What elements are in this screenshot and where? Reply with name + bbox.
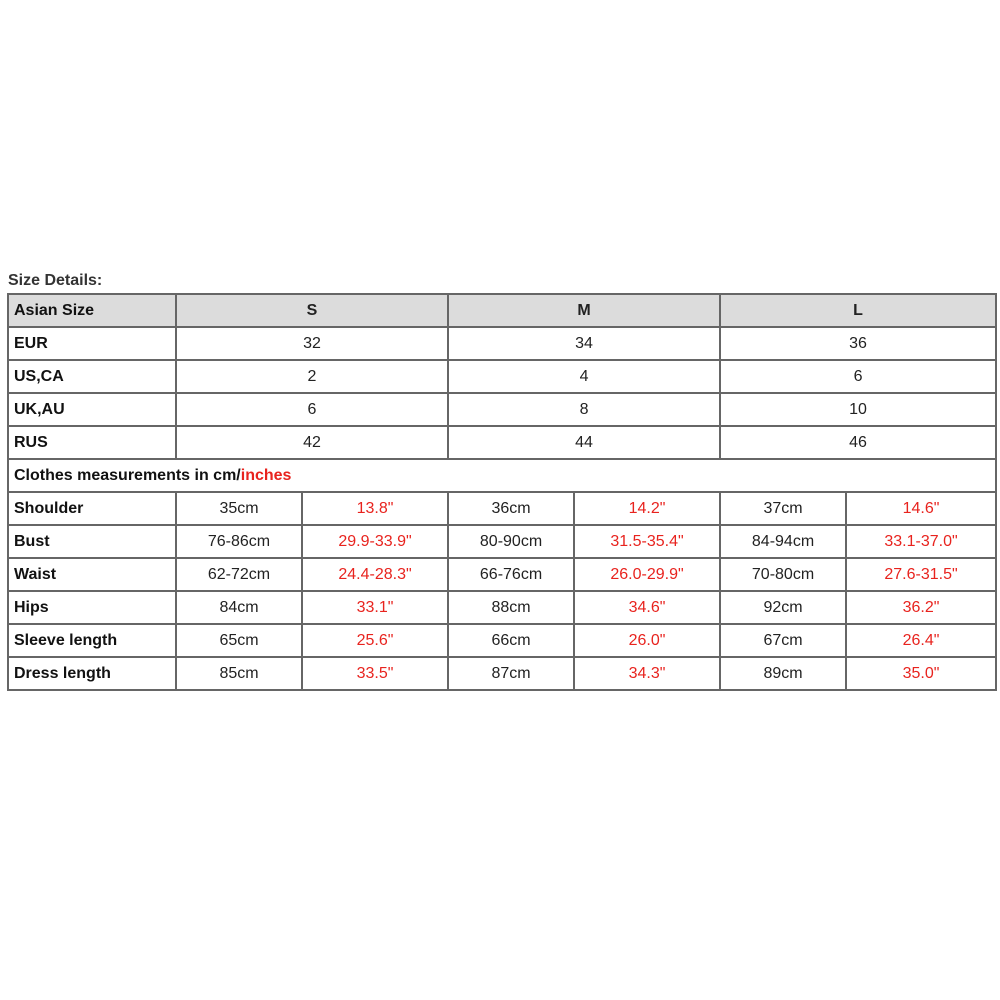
conversion-row-rus: [8, 426, 996, 459]
size-m-header: M: [448, 294, 720, 327]
row-label: Sleeve length: [8, 624, 176, 657]
size-value: 8: [448, 393, 720, 426]
measurement-row-shoulder: [8, 492, 996, 525]
inch-value: 27.6-31.5": [846, 558, 996, 591]
inch-value: 36.2": [846, 591, 996, 624]
cm-value: 84cm: [176, 591, 302, 624]
measurement-heading-inches: inches: [240, 466, 292, 484]
row-label: Hips: [8, 591, 176, 624]
size-value: 6: [176, 393, 448, 426]
size-value: 34: [448, 327, 720, 360]
cm-value: 87cm: [448, 657, 574, 690]
size-s-header: S: [176, 294, 448, 327]
inch-value: 29.9-33.9": [302, 525, 448, 558]
size-value: 6: [720, 360, 996, 393]
inch-value: 33.1-37.0": [846, 525, 996, 558]
row-label: Dress length: [8, 657, 176, 690]
cm-value: 89cm: [720, 657, 846, 690]
size-value: 36: [720, 327, 996, 360]
inch-value: 26.0-29.9": [574, 558, 720, 591]
measurement-heading: [8, 459, 996, 492]
cm-value: 70-80cm: [720, 558, 846, 591]
row-label: Bust: [8, 525, 176, 558]
cm-value: 66cm: [448, 624, 574, 657]
asian-size-label: Asian Size: [8, 294, 176, 327]
cm-value: 37cm: [720, 492, 846, 525]
measurement-heading-prefix: Clothes measurements in cm/: [14, 466, 241, 484]
inch-value: 14.6": [846, 492, 996, 525]
inch-value: 34.6": [574, 591, 720, 624]
size-value: 44: [448, 426, 720, 459]
size-chart: [7, 269, 995, 691]
measurement-row-waist: [8, 558, 996, 591]
conversion-row-us-ca: [8, 360, 996, 393]
conversion-row-eur: [8, 327, 996, 360]
cm-value: 92cm: [720, 591, 846, 624]
cm-value: 62-72cm: [176, 558, 302, 591]
row-label: EUR: [8, 327, 176, 360]
size-details-title: Size Details:: [8, 272, 103, 289]
cm-value: 76-86cm: [176, 525, 302, 558]
inch-value: 35.0": [846, 657, 996, 690]
size-table: [7, 293, 997, 691]
inch-value: 26.4": [846, 624, 996, 657]
size-value: 10: [720, 393, 996, 426]
size-value: 2: [176, 360, 448, 393]
inch-value: 34.3": [574, 657, 720, 690]
cm-value: 35cm: [176, 492, 302, 525]
row-label: US,CA: [8, 360, 176, 393]
cm-value: 36cm: [448, 492, 574, 525]
row-label: Waist: [8, 558, 176, 591]
inch-value: 25.6": [302, 624, 448, 657]
inch-value: 24.4-28.3": [302, 558, 448, 591]
measurement-row-bust: [8, 525, 996, 558]
inch-value: 26.0": [574, 624, 720, 657]
size-value: 4: [448, 360, 720, 393]
measurement-heading-row: [8, 459, 996, 492]
inch-value: 14.2": [574, 492, 720, 525]
inch-value: 31.5-35.4": [574, 525, 720, 558]
inch-value: 33.1": [302, 591, 448, 624]
measurement-row-hips: [8, 591, 996, 624]
cm-value: 85cm: [176, 657, 302, 690]
measurement-row-sleeve-length: [8, 624, 996, 657]
inch-value: 33.5": [302, 657, 448, 690]
row-label: RUS: [8, 426, 176, 459]
cm-value: 88cm: [448, 591, 574, 624]
inch-value: 13.8": [302, 492, 448, 525]
cm-value: 80-90cm: [448, 525, 574, 558]
size-value: 46: [720, 426, 996, 459]
size-value: 42: [176, 426, 448, 459]
cm-value: 67cm: [720, 624, 846, 657]
measurement-row-dress-length: [8, 657, 996, 690]
size-value: 32: [176, 327, 448, 360]
conversion-row-uk-au: [8, 393, 996, 426]
size-l-header: L: [720, 294, 996, 327]
row-label: Shoulder: [8, 492, 176, 525]
cm-value: 65cm: [176, 624, 302, 657]
cm-value: 66-76cm: [448, 558, 574, 591]
cm-value: 84-94cm: [720, 525, 846, 558]
size-header-row: [8, 294, 996, 327]
row-label: UK,AU: [8, 393, 176, 426]
